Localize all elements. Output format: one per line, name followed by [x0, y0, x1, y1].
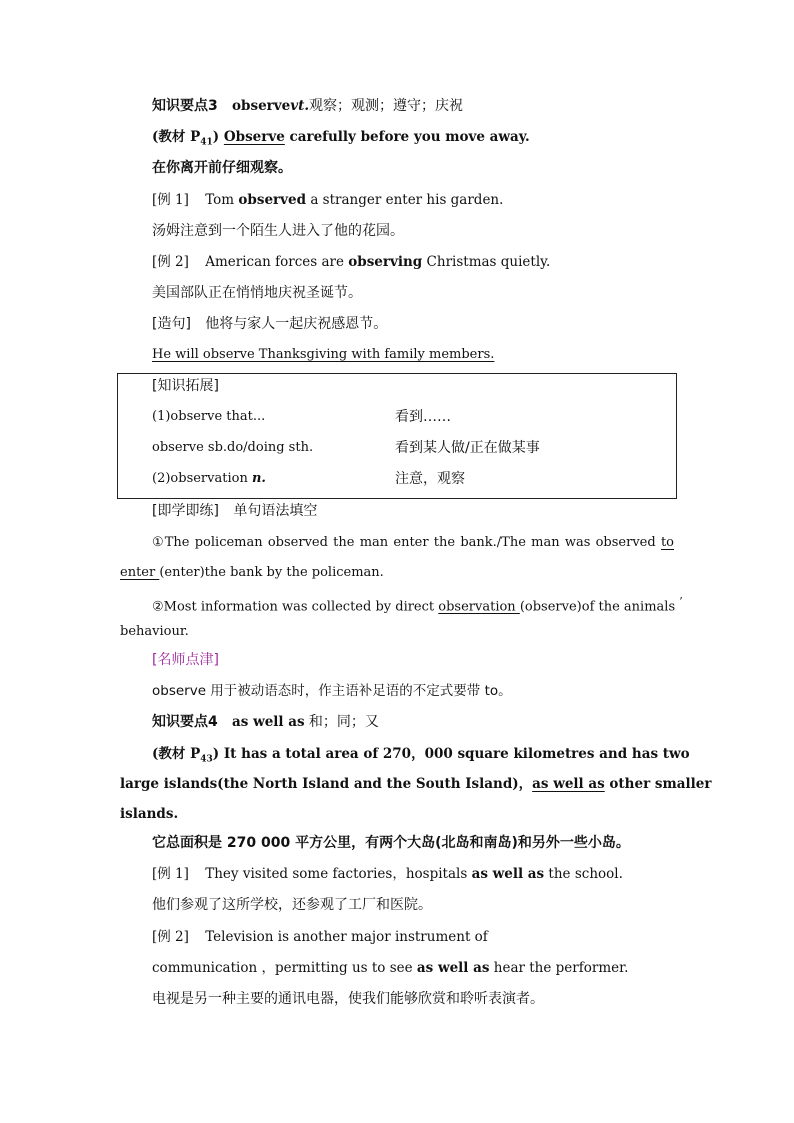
make-sentence-answer: He will observe Thanksgiving with family members.	[152, 347, 495, 362]
expansion-pos: n.	[251, 471, 266, 486]
example-1	[152, 191, 503, 209]
practice-2-apostrophe: ’	[679, 595, 683, 608]
expansion-word: (2)observation	[152, 471, 252, 486]
make-sentence-tag: [造句]	[152, 316, 191, 332]
kp3-label: 知识要点3	[152, 98, 218, 114]
textbook-source-2-line-2	[120, 775, 712, 793]
kp4-meaning: 和；同；又	[308, 714, 379, 730]
source-open: (教材 P	[152, 746, 201, 762]
textbook-source-2-line-1	[152, 745, 690, 769]
practice-2-text-cont: (observe)of the animals	[519, 599, 680, 615]
source-2-translation: 它总面积是 270 000 平方公里，有两个大岛(北岛和南岛)和另外一些小岛。	[152, 835, 630, 851]
expansion-row-1-en: (1)observe that...	[152, 409, 266, 424]
practice-instruction: 单句语法填空	[233, 503, 318, 519]
example-keyword: observing	[348, 254, 423, 270]
textbook-source-2-line-3: islands.	[120, 806, 179, 822]
source-sentence-cont: large islands(the North Island and the South Island)，	[120, 776, 533, 792]
make-sentence	[152, 315, 387, 333]
expansion-row-2-zh: 看到某人做/正在做某事	[395, 440, 540, 456]
practice-2-line-1	[152, 593, 683, 616]
kp3-pos: vt.	[290, 98, 310, 114]
textbook-source-1	[152, 128, 530, 152]
example-2-translation: 美国部队正在悄悄地庆祝圣诞节。	[152, 285, 362, 301]
practice-1-answer-cont: enter	[120, 565, 160, 580]
example-keyword: as well as	[471, 866, 545, 882]
example-text: Tom	[205, 192, 239, 208]
example-keyword: observed	[238, 192, 307, 208]
make-sentence-prompt: 他将与家人一起庆祝感恩节。	[205, 316, 388, 332]
kp4-label: 知识要点4	[152, 714, 218, 730]
kp4-heading	[152, 713, 379, 731]
example-3-translation: 他们参观了这所学校，还参观了工厂和医院。	[152, 897, 432, 913]
practice-1-line-1	[152, 534, 674, 552]
source-keyword: as well as	[532, 776, 605, 792]
kp3-meaning: 观察；观测；遵守；庆祝	[309, 98, 464, 114]
example-tag: [例 1]	[152, 866, 189, 882]
example-text: Television is another major instrument of	[205, 929, 488, 945]
source-close: )	[212, 129, 220, 145]
kp3-word: observe	[232, 98, 291, 114]
expansion-row-2-en: observe sb.do/doing sth.	[152, 440, 314, 455]
example-text-end: the school.	[544, 866, 623, 882]
example-4-line-2	[152, 959, 628, 977]
example-text: American forces are	[205, 254, 349, 270]
source-keyword: Observe	[223, 129, 285, 145]
kp4-word: as well as	[232, 714, 305, 730]
practice-1-text-cont: (enter)the bank by the policeman.	[159, 565, 384, 580]
practice-1-text: ①The policeman observed the man enter the bank./The man was observed	[152, 535, 661, 550]
example-text-end: hear the performer.	[489, 960, 629, 976]
expansion-row-3-zh: 注意，观察	[395, 471, 465, 487]
source-close: )	[212, 746, 220, 762]
expansion-title: [知识拓展]	[152, 378, 219, 394]
practice-2-text: ②Most information was collected by direct	[152, 599, 439, 615]
source-open: (教材 P	[152, 129, 201, 145]
example-4-line-1	[152, 928, 488, 946]
practice-heading	[152, 502, 317, 520]
expansion-row-3-en	[152, 470, 266, 488]
teacher-tip-text: observe 用于被动语态时，作主语补足语的不定式要带 to。	[152, 683, 512, 699]
source-sentence-cont2: other smaller	[604, 776, 712, 792]
kp3-heading	[152, 97, 463, 115]
example-keyword: as well as	[416, 960, 490, 976]
example-4-translation: 电视是另一种主要的通讯电器，使我们能够欣赏和聆听表演者。	[152, 991, 544, 1007]
practice-tag: [即学即练]	[152, 503, 219, 519]
example-1-translation: 汤姆注意到一个陌生人进入了他的花园。	[152, 223, 404, 239]
practice-2-line-2: behaviour.	[120, 624, 189, 639]
example-text-cont: communication ，permitting us to see	[152, 960, 417, 976]
practice-2-answer: observation	[438, 599, 520, 615]
example-text-end: a stranger enter his garden.	[306, 192, 504, 208]
example-tag: [例 1]	[152, 192, 189, 208]
source-1-translation: 在你离开前仔细观察。	[152, 160, 292, 176]
example-2	[152, 253, 550, 271]
example-3	[152, 865, 623, 883]
practice-1-answer: to	[660, 535, 674, 550]
practice-1-line-2	[120, 564, 384, 582]
expansion-row-1-zh: 看到……	[395, 409, 451, 425]
source-page: 41	[200, 137, 213, 148]
source-page: 43	[200, 754, 213, 765]
example-tag: [例 2]	[152, 929, 189, 945]
example-tag: [例 2]	[152, 254, 189, 270]
source-sentence: carefully before you move away.	[284, 129, 530, 145]
example-text: They visited some factories，hospitals	[205, 866, 472, 882]
source-sentence: It has a total area of 270，000 square kilometres and has two	[219, 746, 690, 762]
example-text-end: Christmas quietly.	[422, 254, 551, 270]
teacher-tip-tag: [名师点津]	[152, 652, 219, 668]
